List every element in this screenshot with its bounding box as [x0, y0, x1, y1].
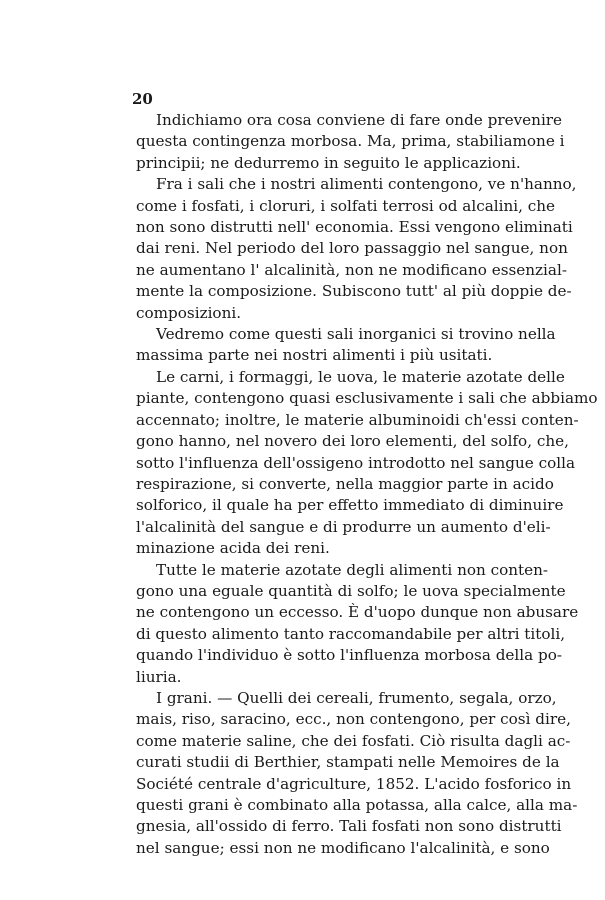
text-line: gono hanno, nel novero dei loro elementi, del solfo, che,	[136, 432, 569, 451]
text-line: di questo alimento tanto raccomandabile per altri titoli,	[136, 624, 566, 643]
text-line: solforico, il quale ha per effetto immediato di diminuire	[136, 496, 564, 515]
text-line: questi grani è combinato alla potassa, alla calce, alla ma-	[136, 796, 578, 814]
paragraph-1	[136, 110, 565, 174]
text-line: gono una eguale quantità di solfo; le uova specialmente	[136, 581, 566, 600]
text-line: dai reni. Nel periodo del loro passaggio nel sangue, non	[136, 239, 568, 258]
text-line: massima parte nei nostri alimenti i più usitati.	[136, 346, 493, 365]
text-line: non sono distrutti nell' economia. Essi vengono eliminati	[136, 218, 573, 237]
text-line: gnesia, all'ossido di ferro. Tali fosfati non sono distrutti	[136, 817, 562, 836]
text-line: Le carni, i formaggi, le uova, le materie azotate delle	[156, 367, 565, 386]
text-line: piante, contengono quasi esclusivamente i sali che abbiamo	[136, 389, 598, 408]
text-line: minazione acida dei reni.	[136, 539, 330, 558]
text-line: curati studii di Berthier, stampati nelle Memoires de la	[136, 753, 560, 772]
text-line: mais, riso, saracino, ecc., non contengono, per così dire,	[136, 710, 571, 729]
text-line: liuria.	[136, 667, 182, 686]
paragraph-4	[136, 367, 598, 560]
text-line: sotto l'influenza dell'ossigeno introdotto nel sangue colla	[136, 453, 576, 472]
text-line: Tutte le materie azotate degli alimenti non conten-	[156, 560, 549, 579]
page-number: 20	[132, 90, 153, 108]
paragraph-2	[136, 174, 577, 324]
text-line: come i fosfati, i cloruri, i solfati terrosi od alcalini, che	[136, 196, 556, 215]
text-line: come materie saline, che dei fosfati. Ciò risulta dagli ac-	[136, 731, 571, 750]
text-line: principii; ne dedurremo in seguito le applicazioni.	[136, 153, 521, 172]
text-line: respirazione, si converte, nella maggior parte in acido	[136, 474, 554, 493]
text-line: composizioni.	[136, 303, 242, 322]
paragraph-6	[136, 688, 578, 859]
text-line: Société centrale d'agriculture, 1852. L'acido fosforico in	[136, 774, 572, 793]
text-line: Vedremo come questi sali inorganici si trovino nella	[156, 325, 556, 344]
text-line: ne contengono un eccesso. È d'uopo dunque non abusare	[136, 603, 579, 622]
paragraph-3	[136, 324, 556, 367]
text-line: mente la composizione. Subiscono tutt' al più doppie de-	[136, 282, 572, 301]
text-line: questa contingenza morbosa. Ma, prima, stabiliamone i	[136, 132, 565, 151]
text-line: quando l'individuo è sotto l'influenza morbosa della po-	[136, 646, 563, 665]
text-line: Indichiamo ora cosa conviene di fare onde prevenire	[156, 111, 563, 129]
text-line: ne aumentano l' alcalinità, non ne modificano essenzial-	[136, 260, 567, 279]
text-line: nel sangue; essi non ne modificano l'alcalinità, e sono	[136, 838, 550, 857]
text-line: l'alcalinità del sangue e di produrre un aumento d'eli-	[136, 517, 551, 536]
body-text	[136, 110, 598, 859]
paragraph-5	[136, 560, 579, 688]
text-line: accennato; inoltre, le materie albuminoidi ch'essi conten-	[136, 410, 579, 429]
text-line: Fra i sali che i nostri alimenti contengono, ve n'hanno,	[156, 175, 577, 194]
text-line: I grani. — Quelli dei cereali, frumento, segala, orzo,	[156, 688, 557, 707]
